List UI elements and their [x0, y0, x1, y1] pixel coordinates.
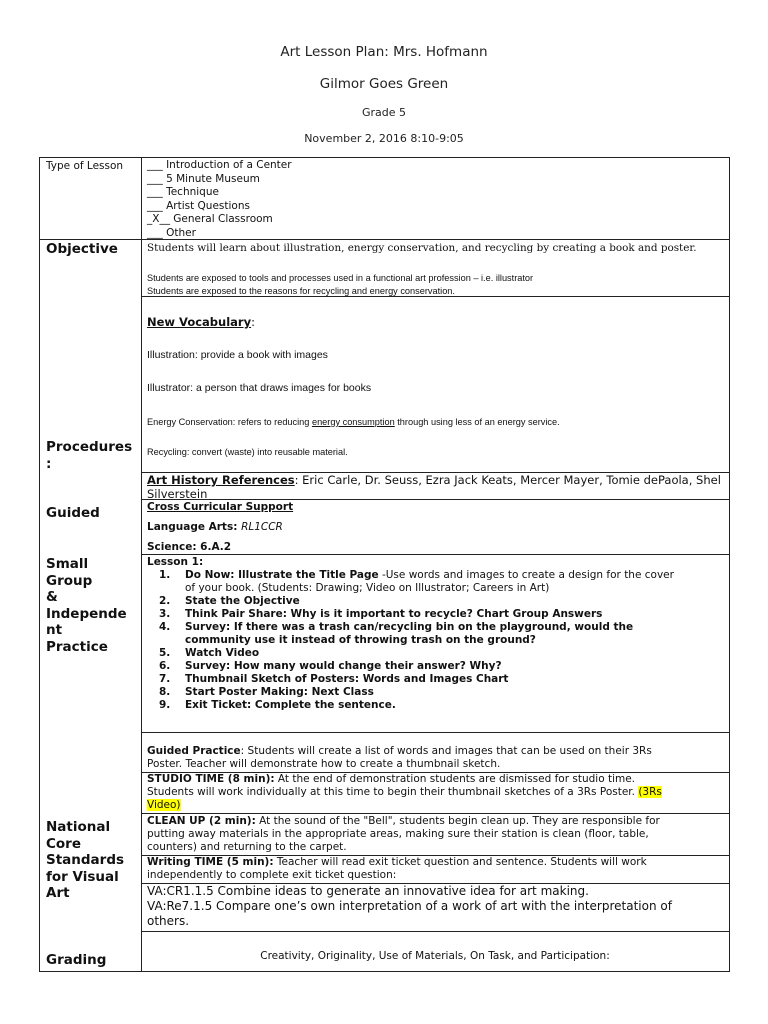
lesson-steps-list [147, 569, 674, 712]
lesson-step: 7. Thumbnail Sketch of Posters: Words and Images Chart [159, 673, 509, 685]
option-artist-questions[interactable]: ___ Artist Questions [147, 199, 250, 212]
lesson-step: 3. Think Pair Share: Why is it important to recycle? Chart Group Answers [159, 608, 603, 620]
national-standards-label: National Core Standards for Visual Art [46, 819, 125, 901]
guided-label: Guided [46, 505, 100, 521]
grading-label: Grading [46, 952, 107, 968]
vocab-illustration: Illustration: provide a book with images [147, 349, 328, 361]
option-general-classroom[interactable]: _X__ General Classroom [147, 213, 273, 225]
lesson-step: 1. Do Now: Illustrate the Title Page -Use words and images to create a design for the cover [159, 569, 674, 581]
lesson-date: November 2, 2016 8:10-9:05 [304, 132, 464, 145]
vocab-illustrator: Illustrator: a person that draws images for books [147, 382, 372, 394]
option-5-minute-museum[interactable]: ___ 5 Minute Museum [147, 172, 260, 185]
lesson-step: 8. Start Poster Making: Next Class [159, 686, 374, 698]
art-history-references: Art History References: Eric Carle, Dr. Seuss, Ezra Jack Keats, Mercer Mayer, Tomie dePaola, Shel Silverstein [147, 473, 721, 501]
lesson-step: 5. Watch Video [159, 647, 260, 659]
type-of-lesson-label: Type of Lesson [46, 160, 124, 172]
lesson-step: 4. Survey: If there was a trash can/recycling bin on the playground, would the [159, 621, 634, 633]
energy-consumption-link[interactable]: energy consumption [311, 417, 395, 427]
grading-criteria: Creativity, Originality, Use of Materials, On Task, and Participation: [260, 950, 610, 962]
objective-line-1: Students are exposed to tools and processes used in a functional art profession – i.e. illustrator [147, 273, 534, 283]
visual-art-standards: VA:CR1.1.5 Combine ideas to generate an innovative idea for art making. VA:Re7.1.5 Compare one’s own interpretation of a work of art with the interpretation of others. [147, 884, 672, 928]
procedures-label: Procedures : [46, 439, 133, 472]
vocab-energy-conservation: Energy Conservation: refers to reducing energy consumption through using less of an energy service. [147, 417, 560, 427]
option-technique[interactable]: ___ Technique [147, 186, 219, 198]
page-subtitle: Gilmor Goes Green [319, 76, 449, 92]
lesson-step: 2. State the Objective [159, 595, 300, 607]
standard-cr: VA:CR1.1.5 Combine ideas to generate an innovative idea for art making. [147, 884, 589, 898]
lesson-step: 6. Survey: How many would change their answer? Why? [159, 660, 502, 672]
lesson-step: 9. Exit Ticket: Complete the sentence. [159, 699, 396, 711]
science-standard: Science: 6.A.2 [147, 541, 232, 553]
3rs-video-link-cont[interactable]: Video) [147, 799, 181, 811]
vocab-recycling: Recycling: convert (waste) into reusable material. [147, 447, 348, 457]
objective-main: Students will learn about illustration, energy conservation, and recycling by creating a book and poster. [147, 242, 697, 254]
writing-time: Writing TIME (5 min): Teacher will read exit ticket question and sentence. Students will work independently to complete exit ticket question: [147, 856, 647, 881]
clean-up: CLEAN UP (2 min): At the sound of the "Bell", students begin clean up. They are responsible for putting away materials in the appropriate areas, making sure their station is clean (floor, table, counters) and returning to the carpet. [147, 815, 660, 853]
studio-time: STUDIO TIME (8 min): At the end of demonstration students are dismissed for studio time. Students will work individually at this time to begin their thumbnail sketches of a 3Rs Poster. (3Rs Video) [147, 773, 662, 811]
objective-line-2: Students are exposed to the reasons for recycling and energy conservation. [147, 286, 455, 296]
page-title: Art Lesson Plan: Mrs. Hofmann [280, 44, 488, 60]
option-introduction-center[interactable]: ___ Introduction of a Center [147, 159, 292, 171]
vocabulary-heading: New Vocabulary: [147, 315, 255, 329]
option-other[interactable]: ___ Other [147, 226, 196, 239]
standard-re: VA:Re7.1.5 Compare one’s own interpretation of a work of art with the interpretation of [147, 899, 672, 913]
guided-practice: Guided Practice: Students will create a list of words and images that can be used on their 3Rs Poster. Teacher will demonstrate how to create a thumbnail sketch. [147, 745, 652, 770]
3rs-video-link[interactable]: (3Rs [638, 786, 662, 798]
cross-curricular-heading: Cross Curricular Support [147, 501, 294, 513]
objective-label: Objective [46, 241, 118, 257]
language-arts-standard: Language Arts: RL1CCR [147, 521, 283, 533]
small-group-label: Small Group & Independe nt Practice [46, 556, 127, 655]
type-of-lesson-options [147, 159, 292, 240]
lesson-step: community use it instead of throwing trash on the ground? [185, 634, 536, 646]
grade-label: Grade 5 [361, 106, 407, 119]
lesson-heading: Lesson 1: [147, 556, 204, 568]
lesson-step: of your book. (Students: Drawing; Video on Illustrator; Careers in Art) [185, 582, 550, 594]
